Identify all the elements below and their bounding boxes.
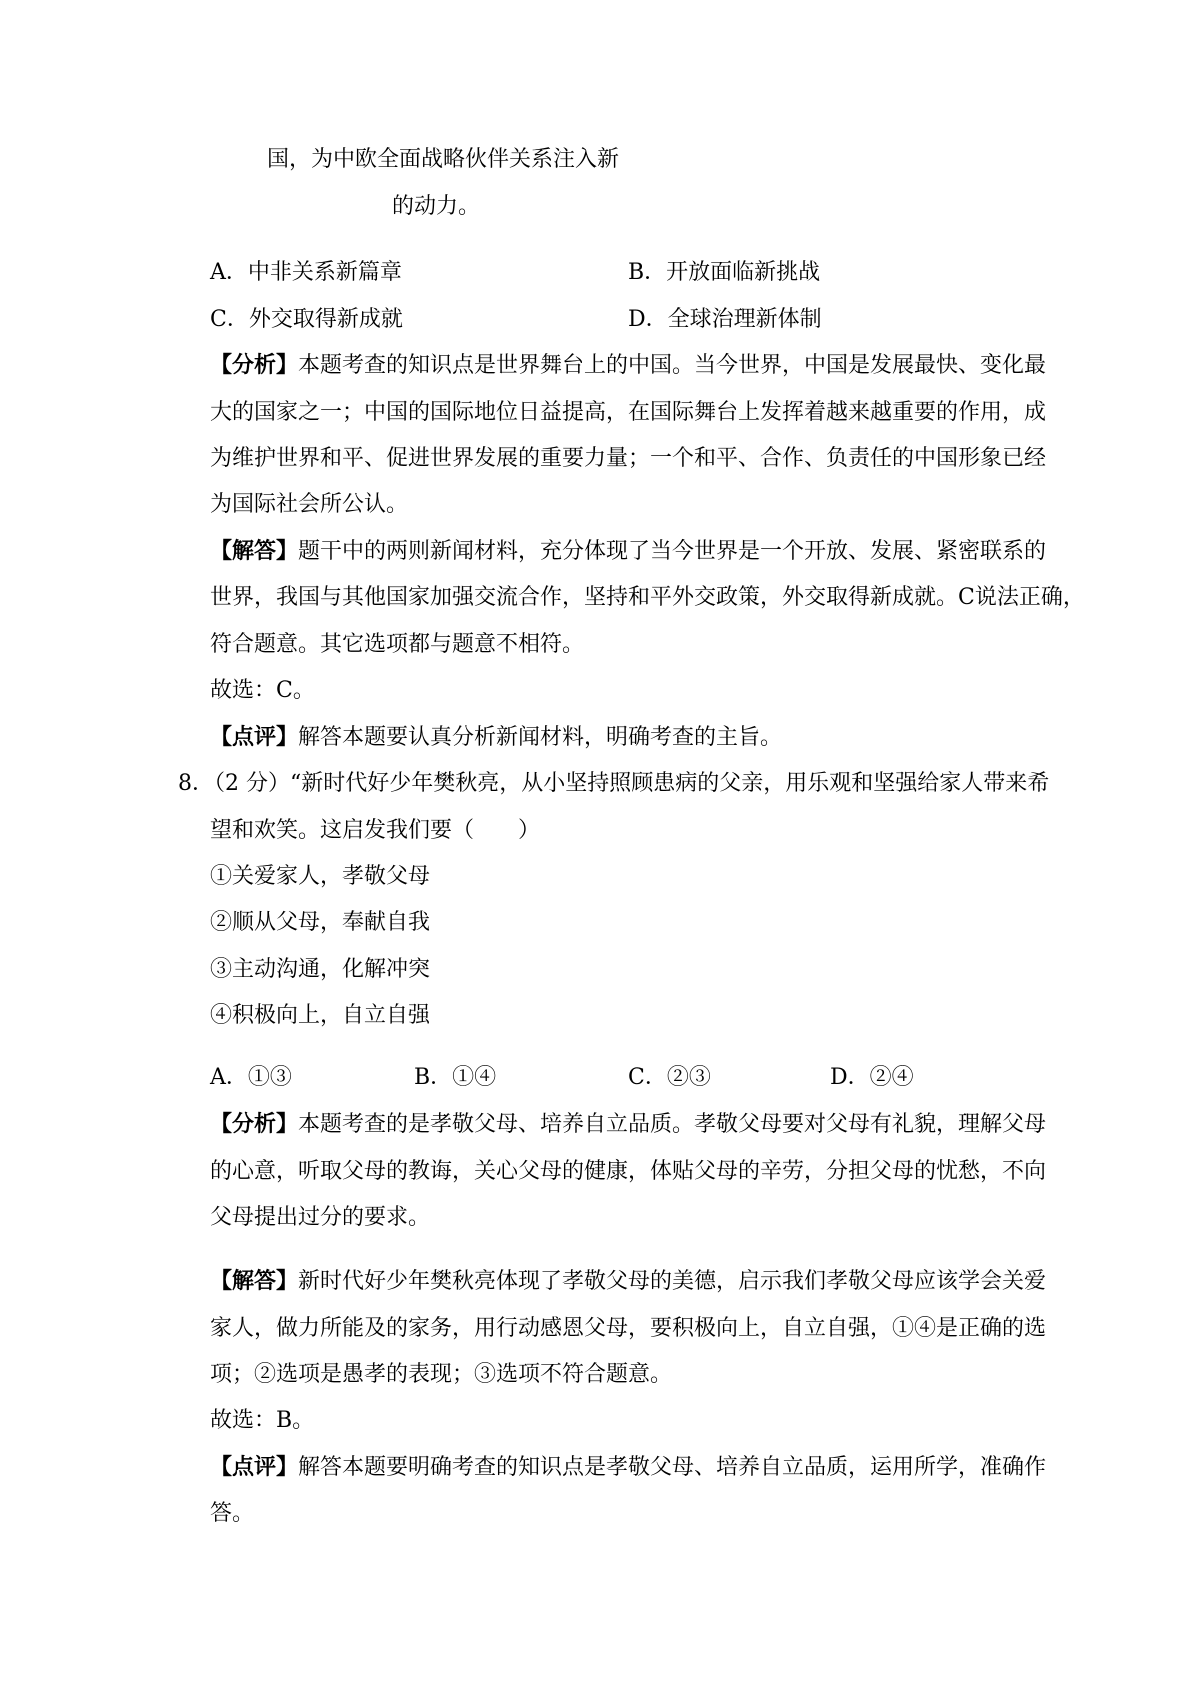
- q8-item-3: ③主动沟通，化解冲突: [210, 957, 431, 982]
- q8-item-1: ①关爱家人，孝敬父母: [210, 864, 431, 889]
- q7-analysis-tag: 【分析】: [210, 353, 299, 378]
- q7-answer-line-1: [210, 538, 1046, 566]
- q7-answer-line-3: 符合题意。其它选项都与题意不相符。: [210, 632, 585, 657]
- q8-analysis-tag: 【分析】: [210, 1112, 299, 1137]
- q8-answer-text-1: 新时代好少年樊秋亮体现了孝敬父母的美德，启示我们孝敬父母应该学会关爱: [298, 1269, 1047, 1294]
- q7-option-b: B．开放面临新挑战: [628, 260, 821, 285]
- q8-item-4: ④积极向上，自立自强: [210, 1003, 431, 1028]
- q7-option-c: C．外交取得新成就: [210, 307, 403, 332]
- q8-option-b: B．①④: [414, 1065, 497, 1090]
- q8-stem-line-2: 望和欢笑。这启发我们要（ ）: [210, 818, 541, 843]
- q7-comment-tag: 【点评】: [210, 725, 299, 750]
- q7-answer-line-2: 世界，我国与其他国家加强交流合作，坚持和平外交政策，外交取得新成就。C说法正确，: [210, 585, 1085, 610]
- q8-analysis-line-2: 的心意，听取父母的教诲，关心父母的健康，体贴父母的辛劳，分担父母的忧愁，不向: [210, 1159, 1047, 1184]
- q8-analysis-line-1: [210, 1111, 1046, 1139]
- q7-answer-text-1: 题干中的两则新闻材料，充分体现了当今世界是一个开放、发展、紧密联系的: [298, 539, 1047, 564]
- q8-option-d: D．②④: [830, 1065, 914, 1090]
- q8-answer-line-1: [210, 1268, 1046, 1296]
- q8-answer-tag: 【解答】: [210, 1269, 299, 1294]
- q7-analysis-text-1: 本题考查的知识点是世界舞台上的中国。当今世界，中国是发展最快、变化最: [298, 353, 1047, 378]
- q7-comment-text: 解答本题要认真分析新闻材料，明确考查的主旨。: [298, 725, 783, 750]
- q7-analysis-line-3: 为维护世界和平、促进世界发展的重要力量；一个和平、合作、负责任的中国形象已经: [210, 446, 1047, 471]
- q8-item-2: ②顺从父母，奉献自我: [210, 910, 431, 935]
- q8-comment-text-1: 解答本题要明确考查的知识点是孝敬父母、培养自立品质，运用所学，准确作: [298, 1455, 1047, 1480]
- q8-choice: 故选：B。: [210, 1408, 315, 1433]
- q8-option-c: C．②③: [628, 1065, 711, 1090]
- q8-option-a: A．①③: [210, 1065, 292, 1090]
- q8-stem-line-1: 8．（2 分）“新时代好少年樊秋亮，从小坚持照顾患病的父亲，用乐观和坚强给家人带来希: [178, 771, 1050, 796]
- q8-comment-line-1: [210, 1454, 1046, 1482]
- q7-tail-line-1: 国，为中欧全面战略伙伴关系注入新: [267, 147, 620, 172]
- q7-tail-line-2: 的动力。: [392, 194, 481, 219]
- q7-option-a: A．中非关系新篇章: [210, 260, 402, 285]
- q7-comment-line: [210, 724, 782, 752]
- q8-answer-line-2: 家人，做力所能及的家务，用行动感恩父母，要积极向上，自立自强，①④是正确的选: [210, 1316, 1047, 1341]
- q7-analysis-line-4: 为国际社会所公认。: [210, 492, 409, 517]
- q8-comment-line-2: 答。: [210, 1501, 255, 1526]
- q8-analysis-line-3: 父母提出过分的要求。: [210, 1205, 431, 1230]
- q7-analysis-line-2: 大的国家之一；中国的国际地位日益提高，在国际舞台上发挥着越来越重要的作用，成: [210, 400, 1047, 425]
- q7-analysis-line-1: [210, 352, 1046, 380]
- q7-answer-tag: 【解答】: [210, 539, 299, 564]
- q7-option-d: D．全球治理新体制: [628, 307, 822, 332]
- q8-analysis-text-1: 本题考查的是孝敬父母、培养自立品质。孝敬父母要对父母有礼貌，理解父母: [298, 1112, 1047, 1137]
- q7-choice: 故选：C。: [210, 678, 315, 703]
- q8-comment-tag: 【点评】: [210, 1455, 299, 1480]
- q8-answer-line-3: 项；②选项是愚孝的表现；③选项不符合题意。: [210, 1362, 673, 1387]
